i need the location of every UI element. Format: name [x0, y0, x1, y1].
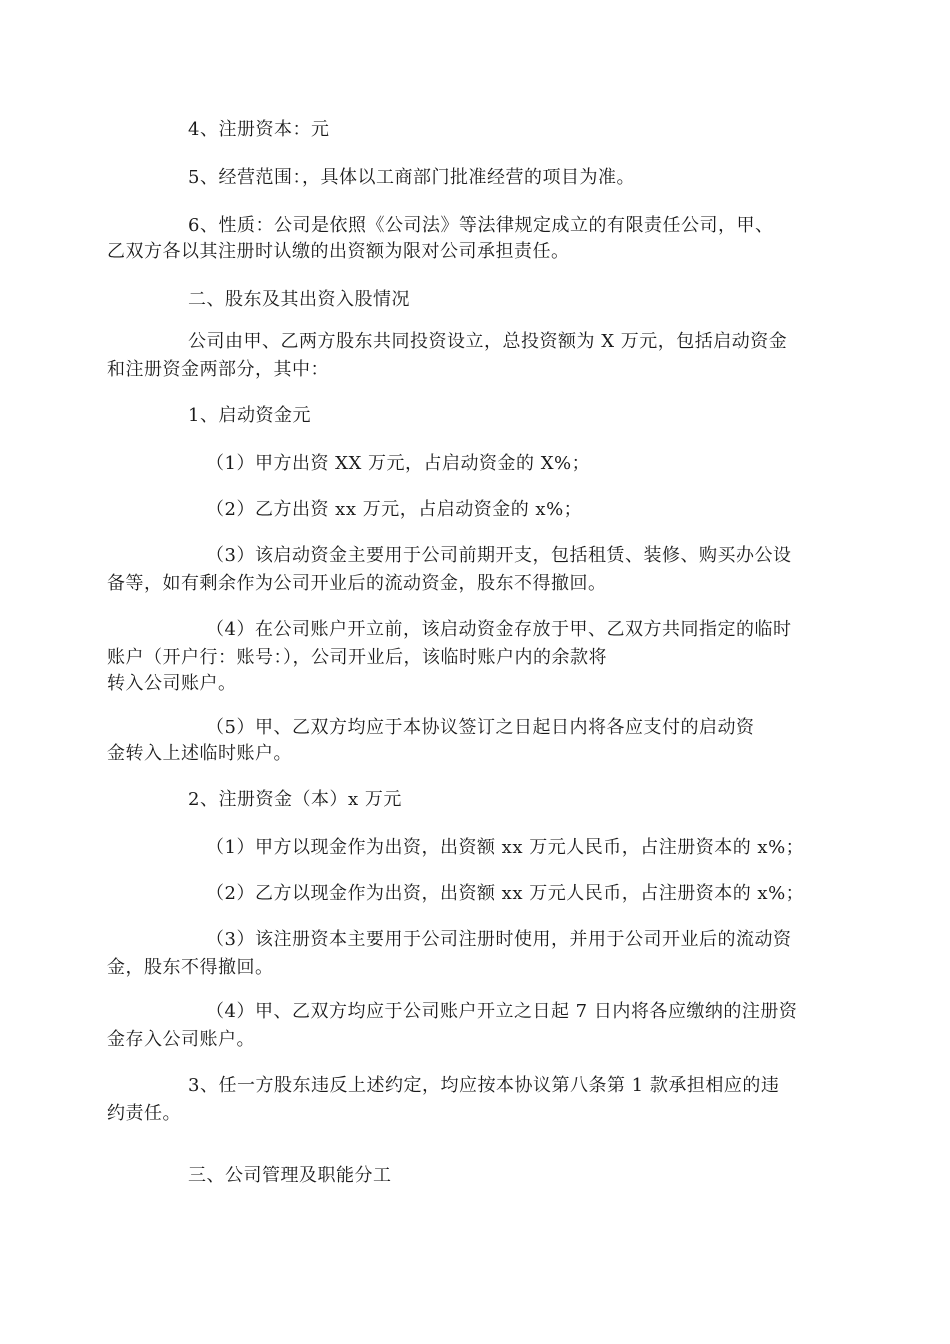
paragraph-line: 约责任。: [107, 1103, 181, 1124]
paragraph-line: （5）甲、乙双方均应于本协议签订之日起日内将各应支付的启动资: [206, 717, 755, 738]
paragraph-line: 2、注册资金（本）x 万元: [188, 789, 402, 810]
paragraph-line: 金存入公司账户。: [107, 1029, 255, 1050]
paragraph-line: （3）该注册资本主要用于公司注册时使用，并用于公司开业后的流动资: [206, 929, 792, 950]
paragraph-line: （4）在公司账户开立前，该启动资金存放于甲、乙双方共同指定的临时: [206, 619, 792, 640]
paragraph-line: 公司由甲、乙两方股东共同投资设立，总投资额为 X 万元，包括启动资金: [188, 331, 788, 352]
paragraph-line: 转入公司账户。: [107, 673, 237, 694]
paragraph-line: 乙双方各以其注册时认缴的出资额为限对公司承担责任。: [107, 241, 570, 262]
paragraph-line: （1）甲方以现金作为出资，出资额 xx 万元人民币，占注册资本的 x%；: [206, 837, 805, 858]
paragraph-line: （2）乙方以现金作为出资，出资额 xx 万元人民币，占注册资本的 x%；: [206, 883, 805, 904]
paragraph-line: 3、任一方股东违反上述约定，均应按本协议第八条第 1 款承担相应的违: [188, 1075, 780, 1096]
paragraph-line: （2）乙方出资 xx 万元，占启动资金的 x%；: [206, 499, 583, 520]
paragraph-line: （3）该启动资金主要用于公司前期开支，包括租赁、装修、购买办公设: [206, 545, 792, 566]
paragraph-line: 4、注册资本：元: [188, 119, 330, 140]
paragraph-line: 5、经营范围：，具体以工商部门批准经营的项目为准。: [188, 167, 635, 188]
paragraph-line: 金转入上述临时账户。: [107, 743, 292, 764]
paragraph-line: 和注册资金两部分，其中：: [107, 359, 329, 380]
section-heading: 二、股东及其出资入股情况: [188, 289, 410, 310]
paragraph-line: （1）甲方出资 XX 万元，占启动资金的 X%；: [206, 453, 591, 474]
paragraph-line: （4）甲、乙双方均应于公司账户开立之日起 7 日内将各应缴纳的注册资: [206, 1001, 798, 1022]
paragraph-line: 账户（开户行：账号：），公司开业后，该临时账户内的余款将: [107, 647, 607, 668]
paragraph-line: 备等，如有剩余作为公司开业后的流动资金，股东不得撤回。: [107, 573, 607, 594]
paragraph-line: 金，股东不得撤回。: [107, 957, 274, 978]
section-heading: 三、公司管理及职能分工: [188, 1165, 392, 1186]
paragraph-line: 1、启动资金元: [188, 405, 311, 426]
paragraph-line: 6、性质：公司是依照《公司法》等法律规定成立的有限责任公司，甲、: [188, 215, 774, 236]
